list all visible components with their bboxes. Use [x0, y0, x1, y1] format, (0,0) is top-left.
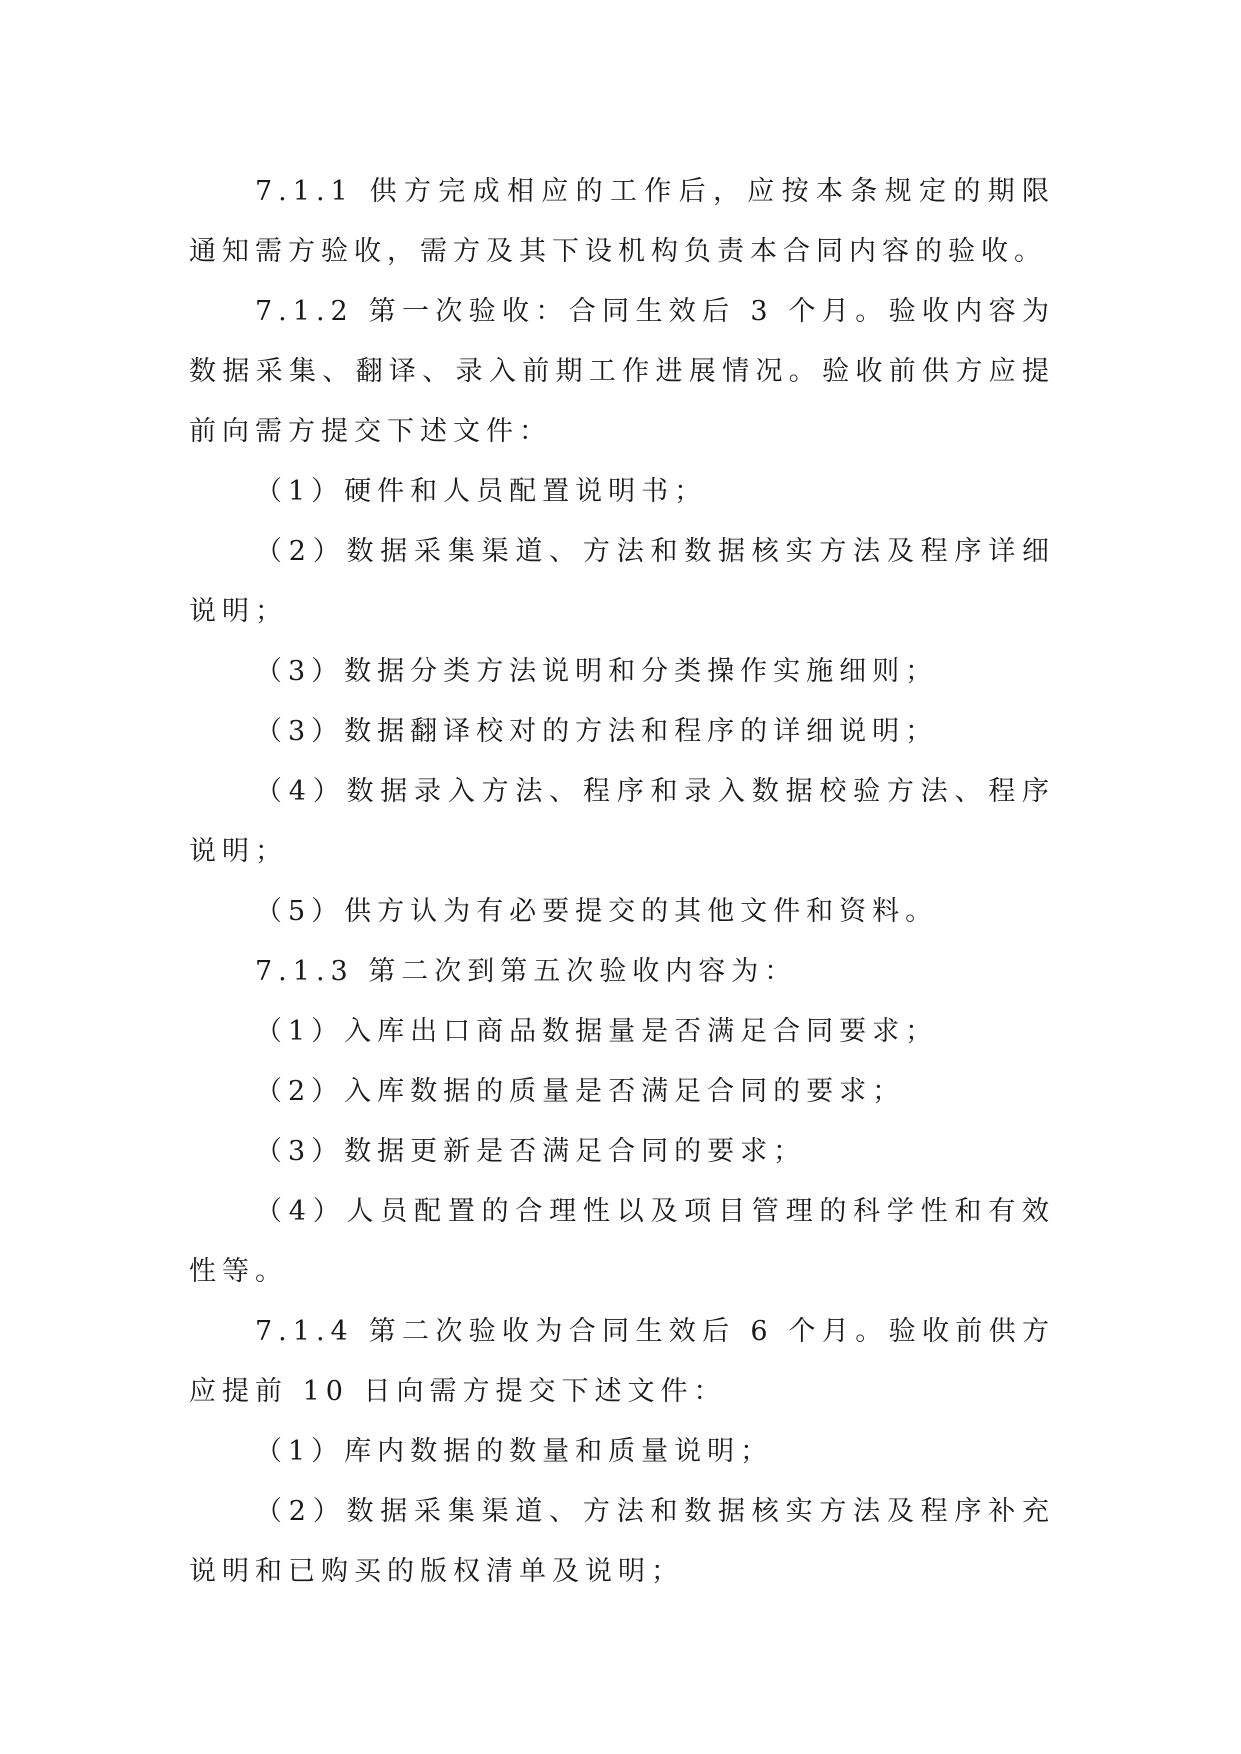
- clause-7-1-3: 7.1.3 第二次到第五次验收内容为：: [255, 956, 798, 987]
- list-item: （1）库内数据的数量和质量说明；: [255, 1436, 774, 1467]
- list-item: （4）人员配置的合理性以及项目管理的科学性和有效性等。: [189, 1196, 1055, 1287]
- list-item: （2）入库数据的质量是否满足合同的要求；: [255, 1076, 906, 1107]
- clause-7-1-1: 7.1.1 供方完成相应的工作后，应按本条规定的期限通知需方验收，需方及其下设机构负责本合同内容的验收。: [189, 176, 1055, 267]
- list-item: （3）数据更新是否满足合同的要求；: [255, 1136, 807, 1167]
- list-item: （2）数据采集渠道、方法和数据核实方法及程序补充说明和已购买的版权清单及说明；: [189, 1496, 1055, 1587]
- list-item: （5）供方认为有必要提交的其他文件和资料。: [255, 896, 939, 927]
- document-body: [189, 162, 1055, 1602]
- list-item: （3）数据翻译校对的方法和程序的详细说明；: [255, 716, 939, 747]
- list-item: （4）数据录入方法、程序和录入数据校验方法、程序说明；: [189, 776, 1055, 867]
- list-item: （3）数据分类方法说明和分类操作实施细则；: [255, 656, 939, 687]
- list-item: （2）数据采集渠道、方法和数据核实方法及程序详细说明；: [189, 536, 1055, 627]
- clause-7-1-2: 7.1.2 第一次验收：合同生效后 3 个月。验收内容为数据采集、翻译、录入前期工作进展情况。验收前供方应提前向需方提交下述文件：: [189, 296, 1055, 447]
- list-item: （1）入库出口商品数据量是否满足合同要求；: [255, 1016, 939, 1047]
- list-item: （1）硬件和人员配置说明书；: [255, 476, 708, 507]
- clause-7-1-4: 7.1.4 第二次验收为合同生效后 6 个月。验收前供方应提前 10 日向需方提交下述文件：: [189, 1316, 1055, 1407]
